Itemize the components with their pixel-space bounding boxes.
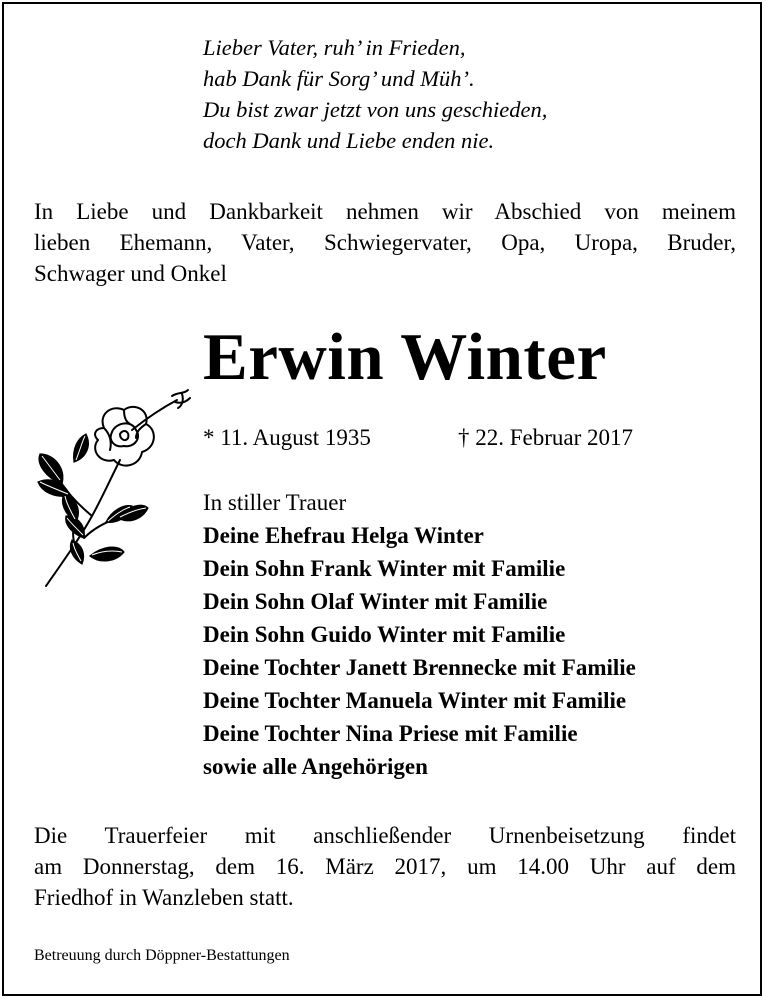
poem-line: doch Dank und Liebe enden nie. xyxy=(203,128,495,153)
intro-line: lieben Ehemann, Vater, Schwiegervater, Opa, Uropa, Bruder, xyxy=(34,230,736,255)
mourner-entry: Deine Tochter Nina Priese mit Familie xyxy=(203,721,578,746)
mourner-entry: sowie alle Angehörigen xyxy=(203,754,428,779)
rose-icon xyxy=(32,388,197,593)
deceased-name: Erwin Winter xyxy=(203,320,607,394)
mourners-lead: In stiller Trauer xyxy=(203,490,347,515)
ceremony-line: Friedhof in Wanzleben statt. xyxy=(34,885,294,910)
ceremony-paragraph xyxy=(34,820,736,913)
intro-paragraph xyxy=(34,196,736,289)
mourner-entry: Dein Sohn Olaf Winter mit Familie xyxy=(203,589,548,614)
ceremony-line: am Donnerstag, dem 16. März 2017, um 14.00 Uhr auf dem xyxy=(34,854,736,879)
birth-date: * 11. August 1935 xyxy=(203,425,371,450)
ceremony-line: Die Trauerfeier mit anschließender Urnenbeisetzung findet xyxy=(34,823,736,848)
obituary-notice xyxy=(2,2,762,996)
life-dates xyxy=(203,423,634,453)
mourners-list xyxy=(203,486,636,783)
death-date: † 22. Februar 2017 xyxy=(458,425,634,450)
mourner-entry: Deine Tochter Manuela Winter mit Familie xyxy=(203,688,627,713)
mourner-entry: Dein Sohn Frank Winter mit Familie xyxy=(203,556,566,581)
intro-line: Schwager und Onkel xyxy=(34,261,227,286)
poem-verse xyxy=(203,32,547,156)
poem-line: Du bist zwar jetzt von uns geschieden, xyxy=(203,97,548,122)
mourner-entry: Deine Ehefrau Helga Winter xyxy=(203,523,484,548)
intro-line: In Liebe und Dankbarkeit nehmen wir Abschied von meinem xyxy=(34,199,736,224)
funeral-home-credit: Betreuung durch Döppner-Bestattungen xyxy=(34,947,290,964)
poem-line: hab Dank für Sorg’ und Müh’. xyxy=(203,66,475,91)
mourner-entry: Dein Sohn Guido Winter mit Familie xyxy=(203,622,566,647)
poem-line: Lieber Vater, ruh’ in Frieden, xyxy=(203,35,466,60)
mourner-entry: Deine Tochter Janett Brennecke mit Familie xyxy=(203,655,636,680)
